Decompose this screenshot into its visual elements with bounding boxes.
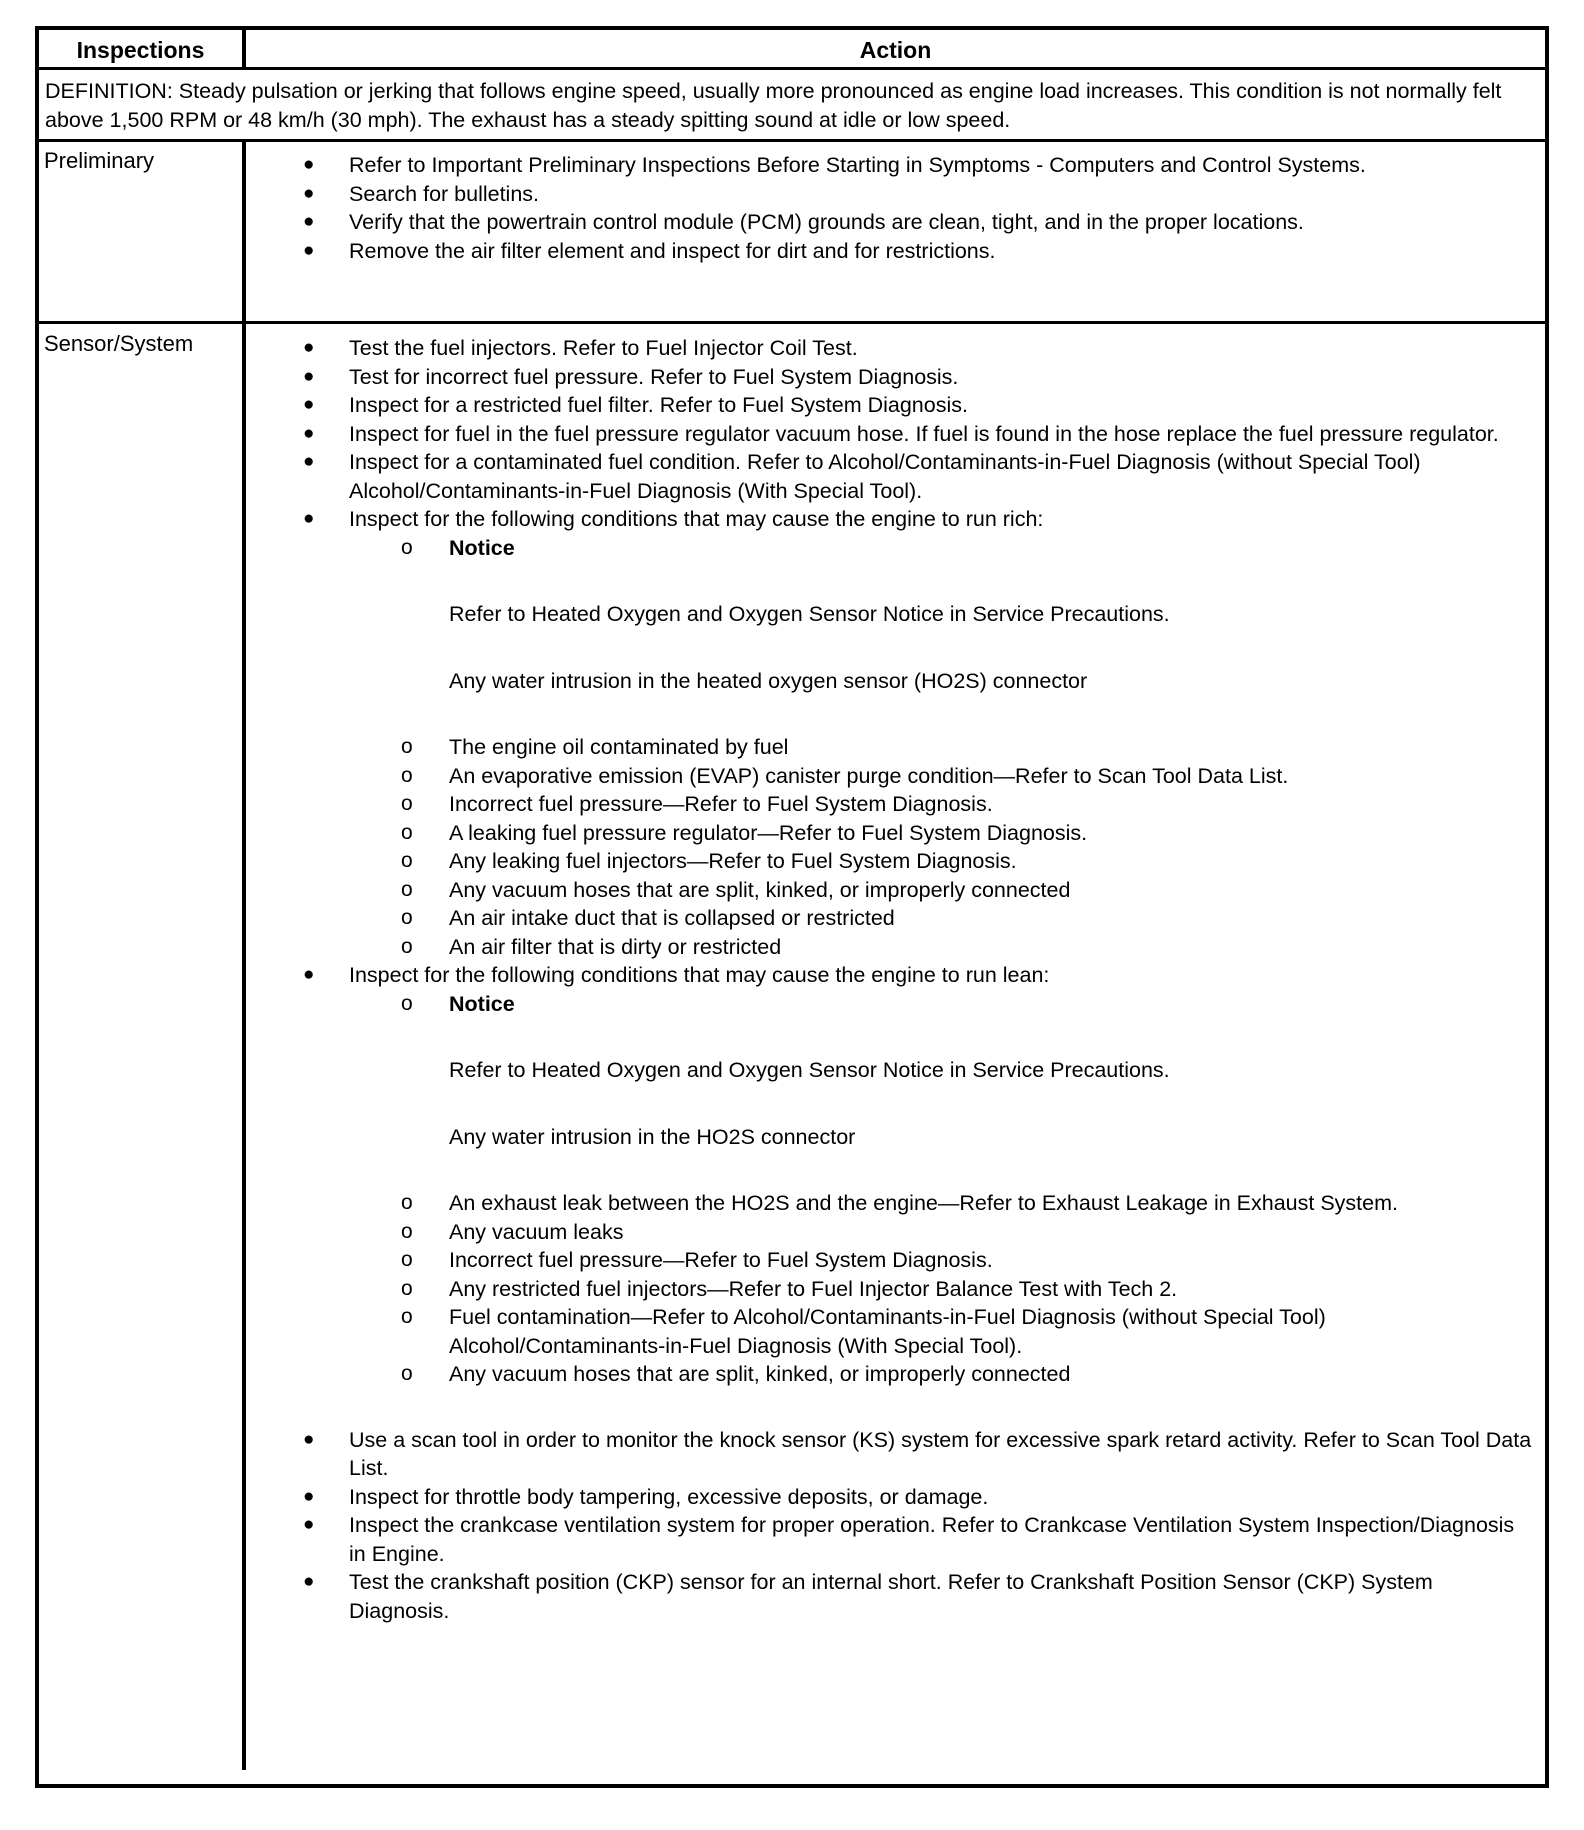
item-text: Any vacuum hoses that are split, kinked, or improperly connected <box>449 1362 1071 1386</box>
item-text: Any restricted fuel injectors—Refer to Fuel Injector Balance Test with Tech 2. <box>449 1276 1178 1301</box>
item-text: Incorrect fuel pressure—Refer to Fuel System Diagnosis. <box>449 792 993 816</box>
sensor-system-label: Sensor/System <box>44 331 194 356</box>
sensor-item <box>246 1568 1535 1625</box>
rich-conditions <box>246 505 1535 961</box>
notice-title: Notice <box>449 991 515 1016</box>
bullet-marker: ● <box>303 239 315 261</box>
bullet-marker: ● <box>303 1514 315 1535</box>
lean-conditions-condition <box>401 1189 1535 1218</box>
header-action: Action <box>859 36 932 63</box>
preliminary-item <box>246 151 1535 180</box>
rich-conditions-condition <box>401 819 1535 848</box>
preliminary-item <box>246 208 1535 237</box>
item-text: Any leaking fuel injectors—Refer to Fuel System Diagnosis. <box>449 849 1017 873</box>
sensor-item <box>246 1426 1535 1483</box>
item-text: A leaking fuel pressure regulator—Refer to Fuel System Diagnosis. <box>449 820 1088 845</box>
lean-conditions-condition <box>401 1218 1535 1247</box>
definition-divider <box>39 139 1545 142</box>
rich-conditions-condition <box>401 904 1535 933</box>
sensor-item <box>246 363 1535 392</box>
circle-marker: o <box>401 1248 413 1271</box>
item-text: Inspect for throttle body tampering, excessive deposits, or damage. <box>349 1484 989 1509</box>
item-text: An evaporative emission (EVAP) canister purge condition—Refer to Scan Tool Data List. <box>449 763 1289 788</box>
bullet-marker: ● <box>303 394 315 415</box>
notice-title: Notice <box>449 535 515 560</box>
circle-marker: o <box>401 735 413 758</box>
sensor-item <box>246 334 1535 363</box>
item-text: The engine oil contaminated by fuel <box>449 735 789 759</box>
item-text: Remove the air filter element and inspect for dirt and for restrictions. <box>349 238 996 263</box>
definition-text: DEFINITION: Steady pulsation or jerking that follows engine speed, usually more pronounced as engine load increases. This condition is not normally felt above 1,500 RPM or 48 km/h (30 mph). The exhaust has a steady spitting sound at idle or low speed. <box>45 79 1502 132</box>
sensor-item <box>246 448 1535 505</box>
bullet-marker: ● <box>303 1571 315 1592</box>
bullet-marker: ● <box>303 182 315 204</box>
bullet-marker: ● <box>303 1485 315 1507</box>
bullet-marker: ● <box>303 508 315 529</box>
circle-marker: o <box>401 1191 413 1214</box>
preliminary-divider <box>39 321 1545 324</box>
circle-marker: o <box>401 1305 413 1328</box>
rich-conditions-condition <box>401 847 1535 876</box>
circle-marker: o <box>401 535 413 559</box>
notice-item <box>401 990 1535 1190</box>
item-text: Any vacuum hoses that are split, kinked, or improperly connected <box>449 877 1071 902</box>
rich-conditions-sublist <box>401 534 1535 962</box>
circle-marker: o <box>401 1276 413 1300</box>
circle-marker: o <box>401 849 413 872</box>
rich-conditions-condition <box>401 933 1535 962</box>
rich-conditions-condition <box>401 876 1535 905</box>
bullet-marker: ● <box>303 211 315 232</box>
circle-marker: o <box>401 763 413 787</box>
sensor-item <box>246 1483 1535 1512</box>
item-text: Inspect the crankcase ventilation system for proper operation. Refer to Crankcase Ventilation System Inspection/Diagnosis in Engine. <box>349 1513 1515 1566</box>
notice-text: Refer to Heated Oxygen and Oxygen Sensor Notice in Service Precautions. <box>449 602 1170 626</box>
bullet-marker: ● <box>303 1428 315 1450</box>
item-text: Use a scan tool in order to monitor the knock sensor (KS) system for excessive spark retard activity. Refer to Scan Tool Data List. <box>349 1427 1532 1480</box>
lean-conditions-condition <box>401 1246 1535 1275</box>
item-text: Verify that the powertrain control module (PCM) grounds are clean, tight, and in the proper locations. <box>349 210 1304 234</box>
notice-text: Refer to Heated Oxygen and Oxygen Sensor Notice in Service Precautions. <box>449 1058 1170 1082</box>
lean-conditions-condition <box>401 1360 1535 1389</box>
bullet-marker: ● <box>303 964 315 985</box>
preliminary-item <box>246 180 1535 209</box>
header-divider <box>39 67 1545 70</box>
circle-marker: o <box>401 1219 413 1243</box>
sensor-item <box>246 420 1535 449</box>
circle-marker: o <box>401 906 413 929</box>
item-text: Inspect for a restricted fuel filter. Refer to Fuel System Diagnosis. <box>349 393 968 417</box>
rich-conditions-condition <box>401 733 1535 762</box>
lean-conditions-condition <box>401 1275 1535 1304</box>
bullet-marker: ● <box>303 451 315 472</box>
circle-marker: o <box>401 934 413 958</box>
sensor-system-actions <box>246 334 1535 1625</box>
circle-marker: o <box>401 820 413 844</box>
preliminary-item <box>246 237 1535 266</box>
preliminary-label: Preliminary <box>44 148 155 173</box>
item-text: An air intake duct that is collapsed or restricted <box>449 906 895 930</box>
notice-gap <box>449 695 1535 733</box>
lean-conditions-condition <box>401 1303 1535 1360</box>
item-text: Refer to Important Preliminary Inspections Before Starting in Symptoms - Computers and Control Systems. <box>349 153 1366 177</box>
header-column-divider <box>242 30 246 70</box>
header-inspections: Inspections <box>76 36 205 63</box>
lean-conditions-sublist <box>401 990 1535 1389</box>
preliminary-actions <box>246 151 1535 265</box>
notice-extra: Any water intrusion in the heated oxygen sensor (HO2S) connector <box>449 668 1088 693</box>
diagnostic-table <box>35 26 1549 1788</box>
bullet-marker: ● <box>303 337 315 358</box>
circle-marker: o <box>401 1362 413 1385</box>
item-text: Test for incorrect fuel pressure. Refer to Fuel System Diagnosis. <box>349 364 959 389</box>
item-text: Test the fuel injectors. Refer to Fuel Injector Coil Test. <box>349 336 858 360</box>
notice-gap <box>449 1151 1535 1189</box>
notice-extra: Any water intrusion in the HO2S connector <box>449 1124 856 1149</box>
item-text: Inspect for the following conditions that may cause the engine to run rich: <box>349 507 1044 531</box>
sensor-item <box>246 391 1535 420</box>
circle-marker: o <box>401 877 413 901</box>
item-text: Inspect for fuel in the fuel pressure regulator vacuum hose. If fuel is found in the hose replace the fuel pressure regulator. <box>349 421 1499 446</box>
item-text: Test the crankshaft position (CKP) sensor for an internal short. Refer to Crankshaft Position Sensor (CKP) System Diagnosis. <box>349 1570 1433 1623</box>
item-text: Inspect for a contaminated fuel condition. Refer to Alcohol/Contaminants-in-Fuel Diagnosis (without Special Tool) Alcohol/Contaminants-in-Fuel Diagnosis (With Special Tool). <box>349 450 1421 503</box>
bullet-marker: ● <box>303 422 315 444</box>
item-text: Inspect for the following conditions that may cause the engine to run lean: <box>349 963 1050 987</box>
item-text: Search for bulletins. <box>349 181 540 206</box>
lean-conditions <box>246 961 1535 1389</box>
item-text: An air filter that is dirty or restricted <box>449 934 782 959</box>
circle-marker: o <box>401 792 413 815</box>
item-text: Any vacuum leaks <box>449 1219 624 1244</box>
item-text: Incorrect fuel pressure—Refer to Fuel System Diagnosis. <box>449 1248 993 1272</box>
item-text: Fuel contamination—Refer to Alcohol/Contaminants-in-Fuel Diagnosis (without Special Tool) Alcohol/Contaminants-in-Fuel Diagnosis (With Special Tool). <box>449 1305 1326 1358</box>
item-text: An exhaust leak between the HO2S and the engine—Refer to Exhaust Leakage in Exhaust System. <box>449 1191 1398 1215</box>
rich-conditions-condition <box>401 762 1535 791</box>
sensor-item <box>246 1511 1535 1568</box>
notice-item <box>401 534 1535 734</box>
rich-conditions-condition <box>401 790 1535 819</box>
bullet-marker: ● <box>303 365 315 387</box>
bullet-marker: ● <box>303 154 315 175</box>
circle-marker: o <box>401 991 413 1015</box>
